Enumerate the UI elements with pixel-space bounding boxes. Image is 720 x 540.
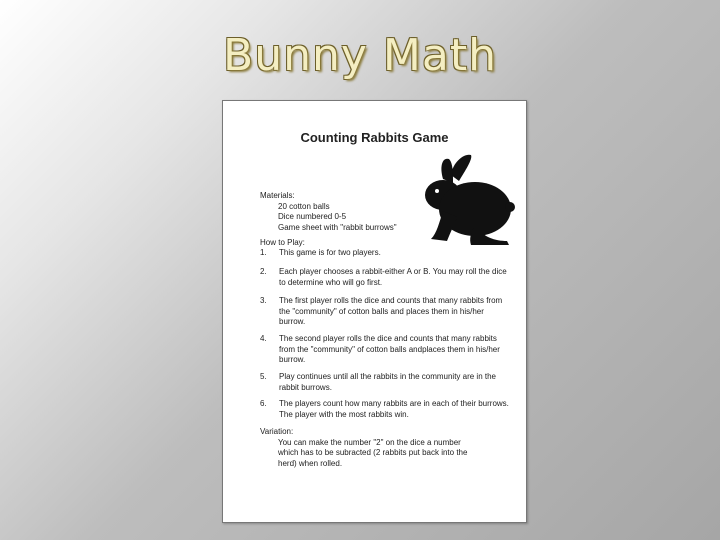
- step-number: 6.: [260, 399, 267, 408]
- variation-section: [260, 427, 467, 469]
- step-number: 3.: [260, 296, 267, 305]
- step-text: Each player chooses a rabbit-either A or B. You may roll the dice to determine who will go first.: [279, 267, 507, 287]
- how-to-play-heading: How to Play:: [260, 238, 305, 247]
- material-item: Dice numbered 0-5: [278, 212, 347, 221]
- sheet-title: Counting Rabbits Game: [300, 130, 449, 145]
- rabbit-illustration-icon: [413, 153, 515, 249]
- variation-line: You can make the number "2" on the dice a number: [278, 437, 461, 447]
- materials-section: [260, 191, 397, 233]
- slide-title: Bunny Math: [223, 30, 497, 81]
- step-text: The players count how many rabbits are in each of their burrows. The player with the most rabbits win.: [279, 399, 509, 419]
- step-text: This game is for two players.: [279, 248, 381, 257]
- material-item: 20 cotton balls: [278, 201, 330, 211]
- step-text: The first player rolls the dice and counts that many rabbits from the "community" of cotton balls and places them in his/her burrow.: [279, 296, 503, 326]
- game-sheet: [222, 100, 527, 523]
- variation-line: which has to be subracted (2 rabbits put back into the: [278, 448, 468, 457]
- material-item: Game sheet with "rabbit burrows": [278, 222, 397, 232]
- step-number: 5.: [260, 372, 267, 381]
- step-text: The second player rolls the dice and counts that many rabbits from the "community" of cotton balls andplaces them in his/her burrow.: [279, 334, 500, 364]
- variation-line: herd) when rolled.: [278, 458, 343, 468]
- step-number: 2.: [260, 267, 267, 276]
- step-number: 1.: [260, 248, 267, 257]
- variation-heading: Variation:: [260, 427, 294, 436]
- step-number: 4.: [260, 334, 267, 343]
- step-text: Play continues until all the rabbits in the community are in the rabbit burrows.: [279, 372, 497, 392]
- materials-heading: Materials:: [260, 191, 295, 200]
